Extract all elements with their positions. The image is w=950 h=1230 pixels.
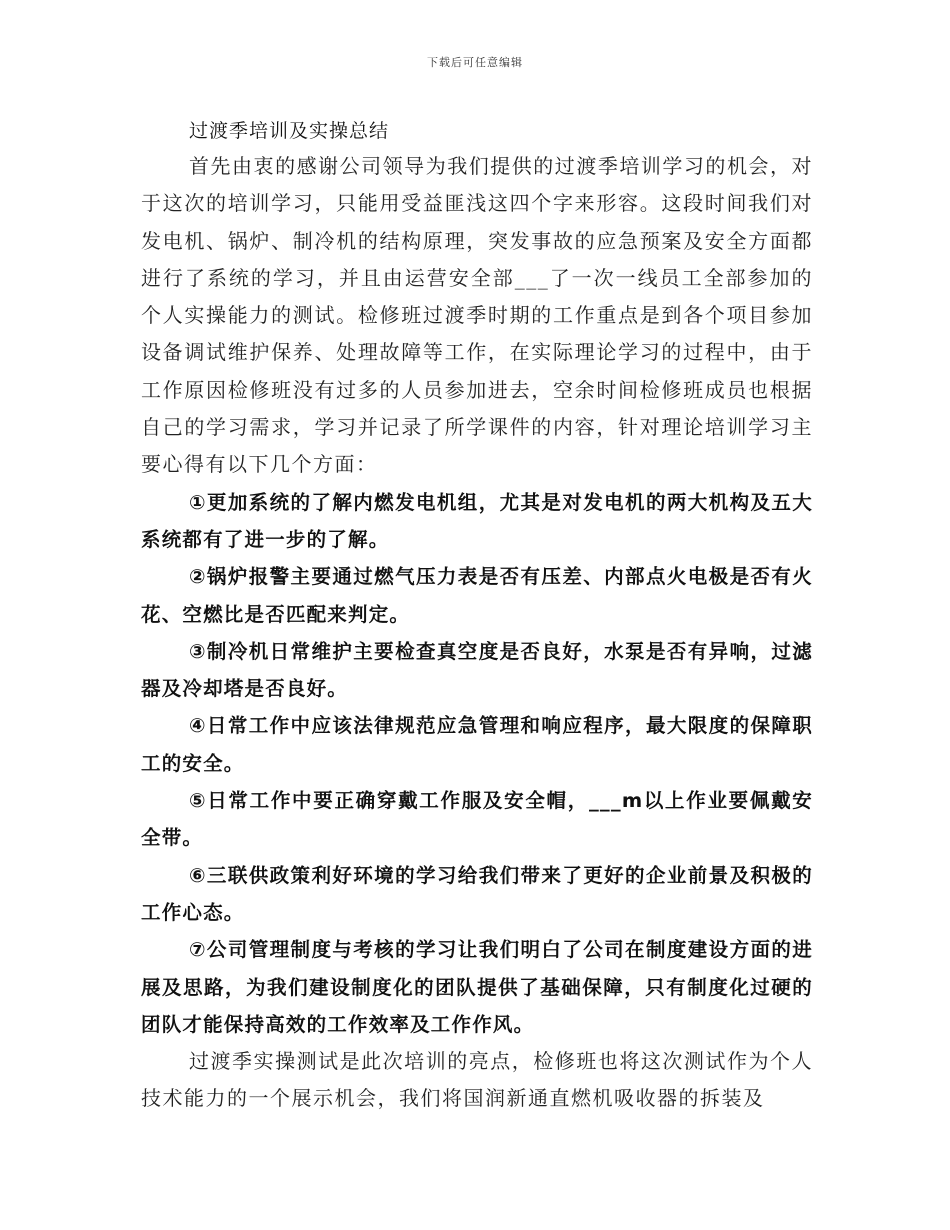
header-note: 下载后可任意编辑	[427, 56, 523, 69]
closing-paragraph: 过渡季实操测试是此次培训的亮点，检修班也将这次测试作为个人技术能力的一个展示机会，我们将国润新通直燃机吸收器的拆装及	[141, 1049, 813, 1111]
point-1: ①更加系统的了解内燃发电机组，尤其是对发电机的两大机构及五大系统都有了进一步的了解。	[141, 490, 813, 551]
point-7: ⑦公司管理制度与考核的学习让我们明白了公司在制度建设方面的进展及思路，为我们建设制度化的团队提供了基础保障，只有制度化过硬的团队才能保持高效的工作效率及工作作风。	[141, 938, 813, 1036]
document-body	[141, 114, 813, 1118]
point-5: ⑤日常工作中要正确穿戴工作服及安全帽，___m以上作业要佩戴安全带。	[141, 789, 813, 850]
document-title: 过渡季培训及实操总结	[189, 120, 390, 142]
point-4: ④日常工作中应该法律规范应急管理和响应程序，最大限度的保障职工的安全。	[141, 714, 813, 775]
point-3: ③制冷机日常维护主要检查真空度是否良好，水泵是否有异响，过滤器及冷却塔是否良好。	[141, 639, 813, 701]
intro-paragraph: 首先由衷的感谢公司领导为我们提供的过渡季培训学习的机会，对于这次的培训学习，只能用受益匪浅这四个字来形容。这段时间我们对发电机、锅炉、制冷机的结构原理，突发事故的应急预案及安全方面都进行了系统的学习，并且由运营安全部___了一次一线员工全部参加的个人实操能力的测试。检修班过渡季时期的工作重点是到各个项目参加设备调试维护保养、处理故障等工作，在实际理论学习的过程中，由于工作原因检修班没有过多的人员参加进去，空余时间检修班成员也根据自己的学习需求，学习并记录了所学课件的内容，针对理论培训学习主要心得有以下几个方面：	[141, 154, 813, 477]
point-6: ⑥三联供政策利好环境的学习给我们带来了更好的企业前景及积极的工作心态。	[141, 863, 813, 924]
point-2: ②锅炉报警主要通过燃气压力表是否有压差、内部点火电极是否有火花、空燃比是否匹配来判定。	[141, 565, 813, 626]
